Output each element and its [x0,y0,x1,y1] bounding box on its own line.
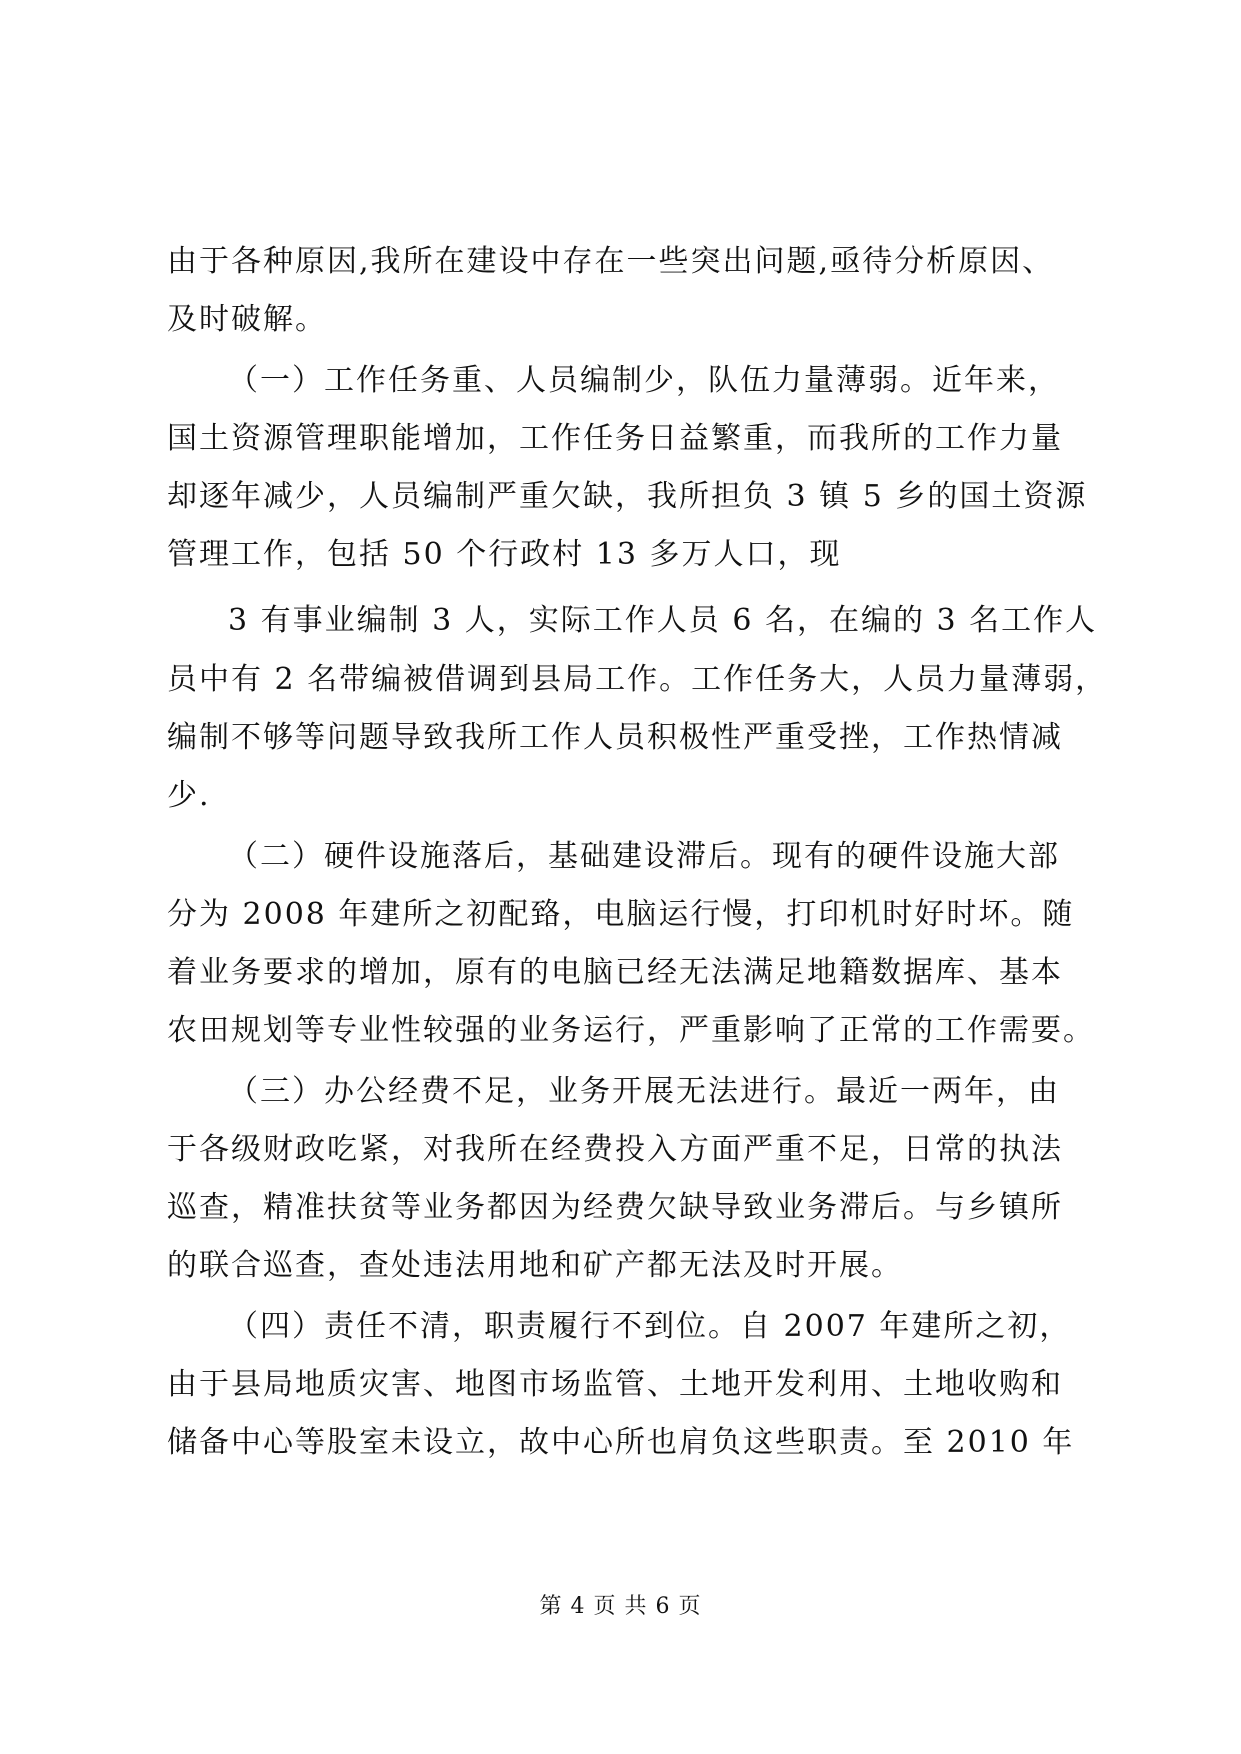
text-line-12: 分为 2008 年建所之初配臵，电脑运行慢，打印机时好时坏。随 [167,897,1075,932]
text-line-5: 却逐年减少，人员编制严重欠缺，我所担负 3 镇 5 乡的国土资源 [167,479,1088,514]
paragraph-2-heading: （二）硬件设施落后，基础建设滞后。现有的硬件设施大部 [228,839,1060,874]
text-line-18: 的联合巡查，查处违法用地和矿产都无法及时开展。 [167,1248,903,1283]
text-line-10: 少. [167,778,211,813]
text-line-20: 由于县局地质灾害、地图市场监管、土地开发利用、土地收购和 [167,1367,1063,1402]
page-number-footer: 第 4 页 共 6 页 [539,1594,702,1619]
text-line-9: 编制不够等问题导致我所工作人员积极性严重受挫，工作热情减 [167,720,1063,755]
text-line-8: 员中有 2 名带编被借调到县局工作。工作任务大，人员力量薄弱， [167,662,1108,697]
text-line-1: 由于各种原因,我所在建设中存在一些突出问题,亟待分析原因、 [167,244,1055,279]
paragraph-3-heading: （三）办公经费不足，业务开展无法进行。最近一两年，由 [228,1074,1060,1109]
text-line-4: 国土资源管理职能增加，工作任务日益繁重，而我所的工作力量 [167,421,1063,456]
paragraph-4-heading: （四）责任不清，职责履行不到位。自 2007 年建所之初， [228,1309,1072,1344]
text-line-21: 储备中心等股室未设立，故中心所也肩负这些职责。至 2010 年 [167,1425,1075,1460]
text-line-14: 农田规划等专业性较强的业务运行，严重影响了正常的工作需要。 [167,1013,1095,1048]
text-line-7: 3 有事业编制 3 人，实际工作人员 6 名，在编的 3 名工作人 [228,603,1098,638]
text-line-6: 管理工作，包括 50 个行政村 13 多万人口，现 [167,537,842,572]
text-line-17: 巡查，精准扶贫等业务都因为经费欠缺导致业务滞后。与乡镇所 [167,1190,1063,1225]
paragraph-1-heading: （一）工作任务重、人员编制少，队伍力量薄弱。近年来， [228,363,1060,398]
text-line-13: 着业务要求的增加，原有的电脑已经无法满足地籍数据库、基本 [167,955,1063,990]
text-line-16: 于各级财政吃紧，对我所在经费投入方面严重不足，日常的执法 [167,1132,1063,1167]
text-line-2: 及时破解。 [167,302,327,337]
